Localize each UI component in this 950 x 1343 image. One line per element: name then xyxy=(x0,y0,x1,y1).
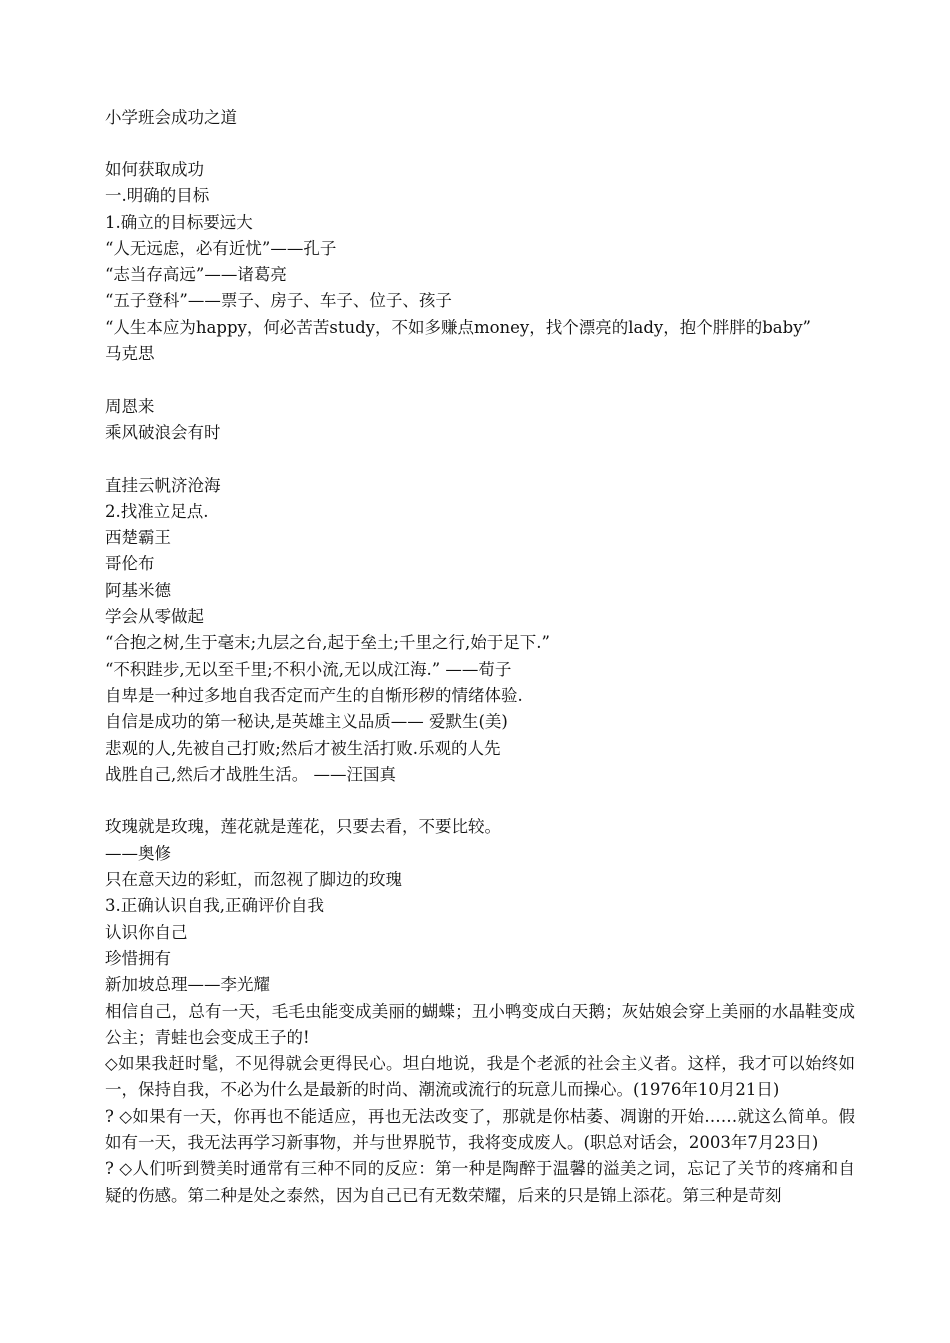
blank-line xyxy=(105,367,855,393)
document-page xyxy=(105,104,855,1209)
text-line: 阿基米德 xyxy=(105,580,171,600)
blank-line xyxy=(105,446,855,472)
text-line: 2.找准立足点. xyxy=(105,501,209,521)
text-line: “不积跬步,无以至千里;不积小流,无以成江海.” ——荀子 xyxy=(105,659,512,679)
text-paragraph: ? ◇人们听到赞美时通常有三种不同的反应：第一种是陶醉于温馨的溢美之词，忘记了关节的疼痛和自疑的伤感。第二种是处之泰然，因为自己已有无数荣耀，后来的只是锦上添花。第三种是苛刻 xyxy=(105,1159,855,1205)
text-line: 如何获取成功 xyxy=(105,160,204,179)
text-line: 直挂云帆济沧海 xyxy=(105,475,221,495)
text-line: 玫瑰就是玫瑰，莲花就是莲花，只要去看，不要比较。 xyxy=(105,817,501,837)
text-line: 一.明确的目标 xyxy=(105,186,210,206)
text-lines xyxy=(105,157,855,999)
text-paragraphs xyxy=(105,999,855,1209)
text-paragraph: ◇如果我赶时髦，不见得就会更得民心。坦白地说，我是个老派的社会主义者。这样，我才可以始终如一，保持自我，不必为什么是最新的时尚、潮流或流行的玩意儿而操心。(1976年10月21日) xyxy=(105,1054,855,1100)
text-line: “人生本应为happy，何必苦苦study，不如多赚点money，找个漂亮的lady，抱个胖胖的baby” xyxy=(105,317,811,337)
document-title: 小学班会成功之道 xyxy=(105,108,237,127)
text-line: 只在意天边的彩虹，而忽视了脚边的玫瑰 xyxy=(105,870,402,890)
text-line: 哥伦布 xyxy=(105,554,155,574)
text-line: 乘风破浪会有时 xyxy=(105,422,221,442)
text-line: 1.确立的目标要远大 xyxy=(105,212,253,232)
text-line: 周恩来 xyxy=(105,396,155,416)
text-line: 悲观的人,先被自己打败;然后才被生活打败.乐观的人先 xyxy=(105,738,501,758)
blank-line xyxy=(105,788,855,814)
text-line: 3.正确认识自我,正确评价自我 xyxy=(105,896,324,916)
text-line: “人无远虑，必有近忧”——孔子 xyxy=(105,238,337,258)
text-line: 马克思 xyxy=(105,344,155,364)
text-line: 珍惜拥有 xyxy=(105,948,171,968)
text-line: “合抱之树,生于毫末;九层之台,起于垒土;千里之行,始于足下.” xyxy=(105,633,550,653)
text-line: ——奥修 xyxy=(105,843,171,863)
text-line: 新加坡总理——李光耀 xyxy=(105,975,270,995)
text-line: 自信是成功的第一秘诀,是英雄主义品质—— 爱默生(美) xyxy=(105,712,508,732)
text-paragraph: 相信自己，总有一天，毛毛虫能变成美丽的蝴蝶；丑小鸭变成白天鹅；灰姑娘会穿上美丽的水晶鞋变成公主；青蛙也会变成王子的! xyxy=(105,1001,855,1047)
text-line: 学会从零做起 xyxy=(105,607,204,627)
text-line: “五子登科”——票子、房子、车子、位子、孩子 xyxy=(105,291,452,311)
text-line: 自卑是一种过多地自我否定而产生的自惭形秽的情绪体验. xyxy=(105,685,523,705)
text-line: 认识你自己 xyxy=(105,922,188,942)
text-paragraph: ? ◇如果有一天，你再也不能适应，再也无法改变了，那就是你枯萎、凋谢的开始……就这么简单。假如有一天，我无法再学习新事物，并与世界脱节，我将变成废人。(职总对话会，2003年7月23日) xyxy=(105,1106,855,1152)
text-line: 战胜自己,然后才战胜生活。 ——汪国真 xyxy=(105,764,396,784)
text-line: “志当存高远”——诸葛亮 xyxy=(105,265,287,285)
text-line: 西楚霸王 xyxy=(105,528,171,548)
